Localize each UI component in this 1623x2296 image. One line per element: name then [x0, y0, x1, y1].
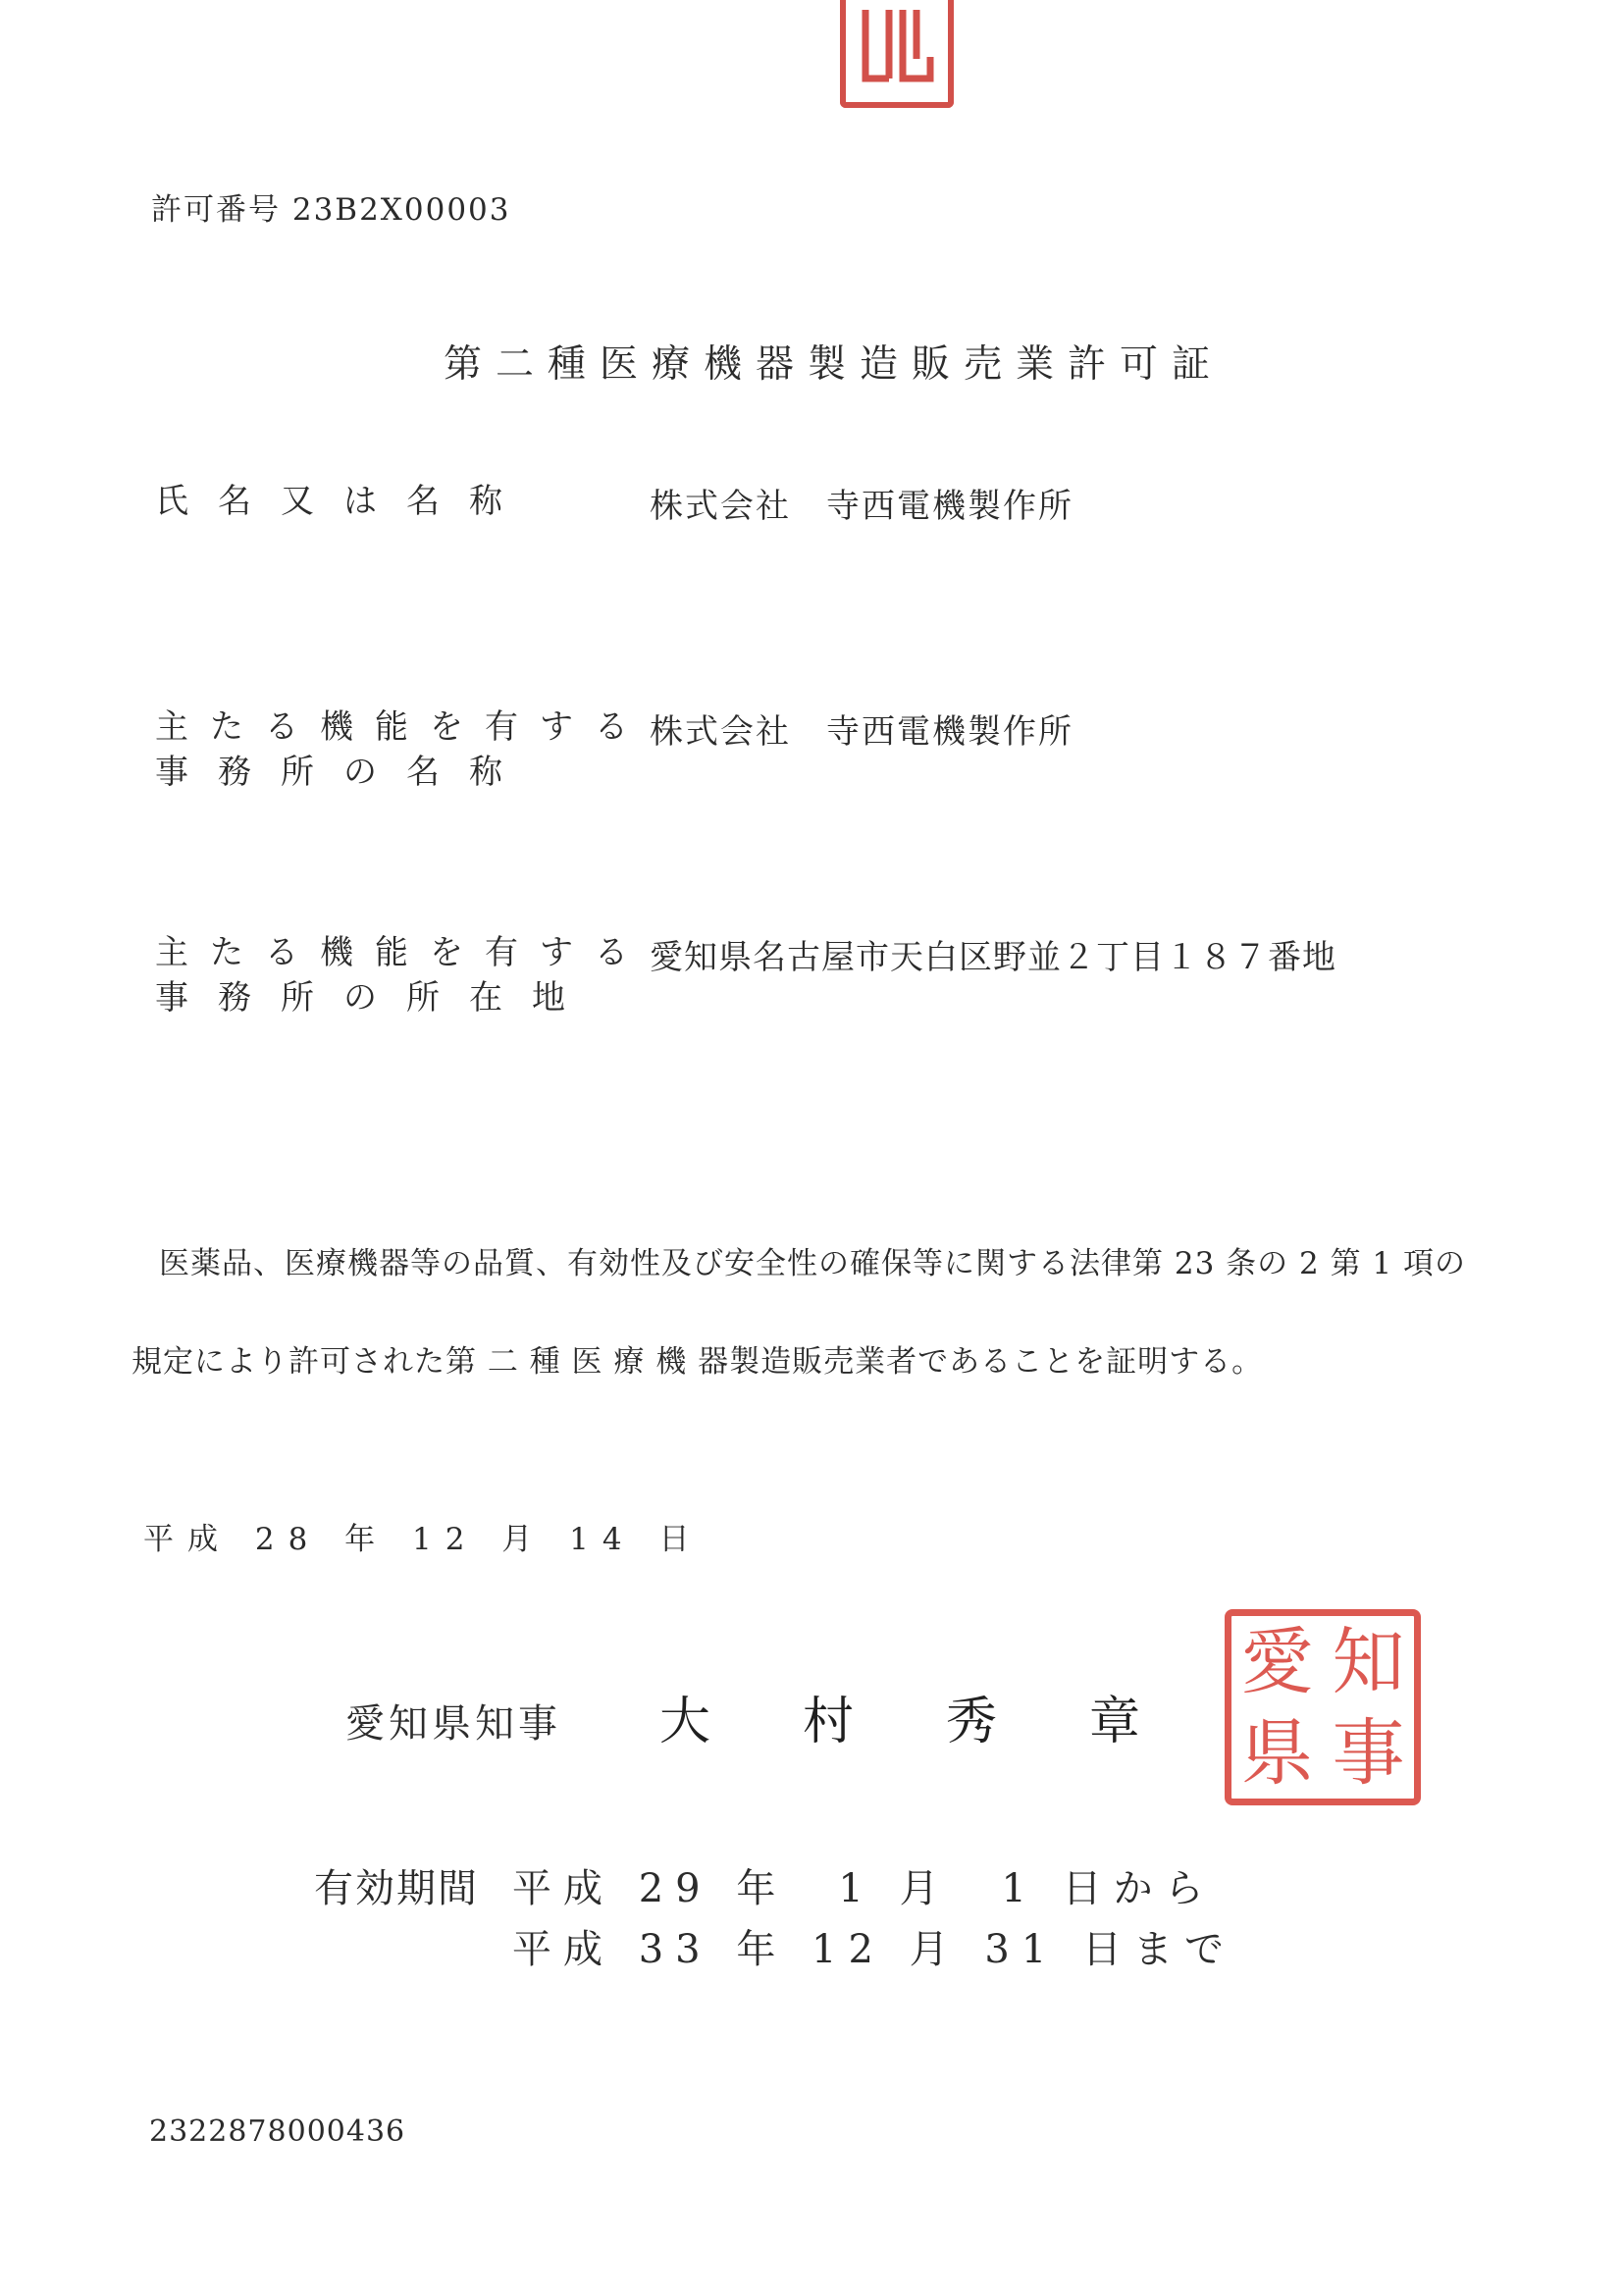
validity-to: 平成 33 年 12 月 31 日まで — [512, 1927, 1235, 1972]
serial-number: 2322878000436 — [149, 2114, 406, 2149]
field-value-office-name: 株式会社 寺西電機製作所 — [650, 712, 1073, 752]
seal-char: 県 — [1240, 1710, 1314, 1796]
seal-char: 知 — [1332, 1619, 1405, 1704]
seal-char: 愛 — [1240, 1619, 1314, 1704]
field-label-office-name — [155, 704, 650, 795]
field-label-office-address-line-1: 主たる機能を有する — [155, 933, 650, 972]
field-label-office-address-line-2: 事務所の所在地 — [155, 978, 595, 1018]
field-label-name: 氏名又は名称 — [155, 482, 532, 521]
field-label-office-name-line-1: 主たる機能を有する — [155, 707, 650, 747]
field-value-name: 株式会社 寺西電機製作所 — [650, 487, 1073, 526]
permit-number: 許可番号 23B2X00003 — [151, 192, 511, 228]
governor-seal — [1225, 1609, 1421, 1805]
document-title: 第二種医療機器製造販売業許可証 — [444, 342, 1225, 387]
validity-label: 有効期間 — [314, 1866, 479, 1911]
governor-name: 大村秀章 — [659, 1693, 1233, 1751]
field-label-office-address — [155, 930, 650, 1020]
validity-from: 平成 29 年 1 月 1 日から — [512, 1866, 1216, 1911]
seal-glyph-icon — [846, 0, 948, 102]
seal-char: 事 — [1332, 1710, 1405, 1796]
field-value-office-address: 愛知県名古屋市天白区野並２丁目１８７番地 — [650, 938, 1336, 977]
governor-title: 愛知県知事 — [345, 1701, 561, 1747]
certification-text-line-1: 医薬品、医療機器等の品質、有効性及び安全性の確保等に関する法律第 23 条の 2 第 1 項の — [159, 1246, 1467, 1281]
certification-text-line-2: 規定により許可された第 二 種 医 療 機 器製造販売業者であることを証明する。 — [131, 1344, 1264, 1380]
top-official-seal — [840, 0, 954, 108]
field-label-office-name-line-2: 事務所の名称 — [155, 753, 532, 792]
issue-date: 平成 28 年 12 月 14 日 — [143, 1522, 704, 1557]
